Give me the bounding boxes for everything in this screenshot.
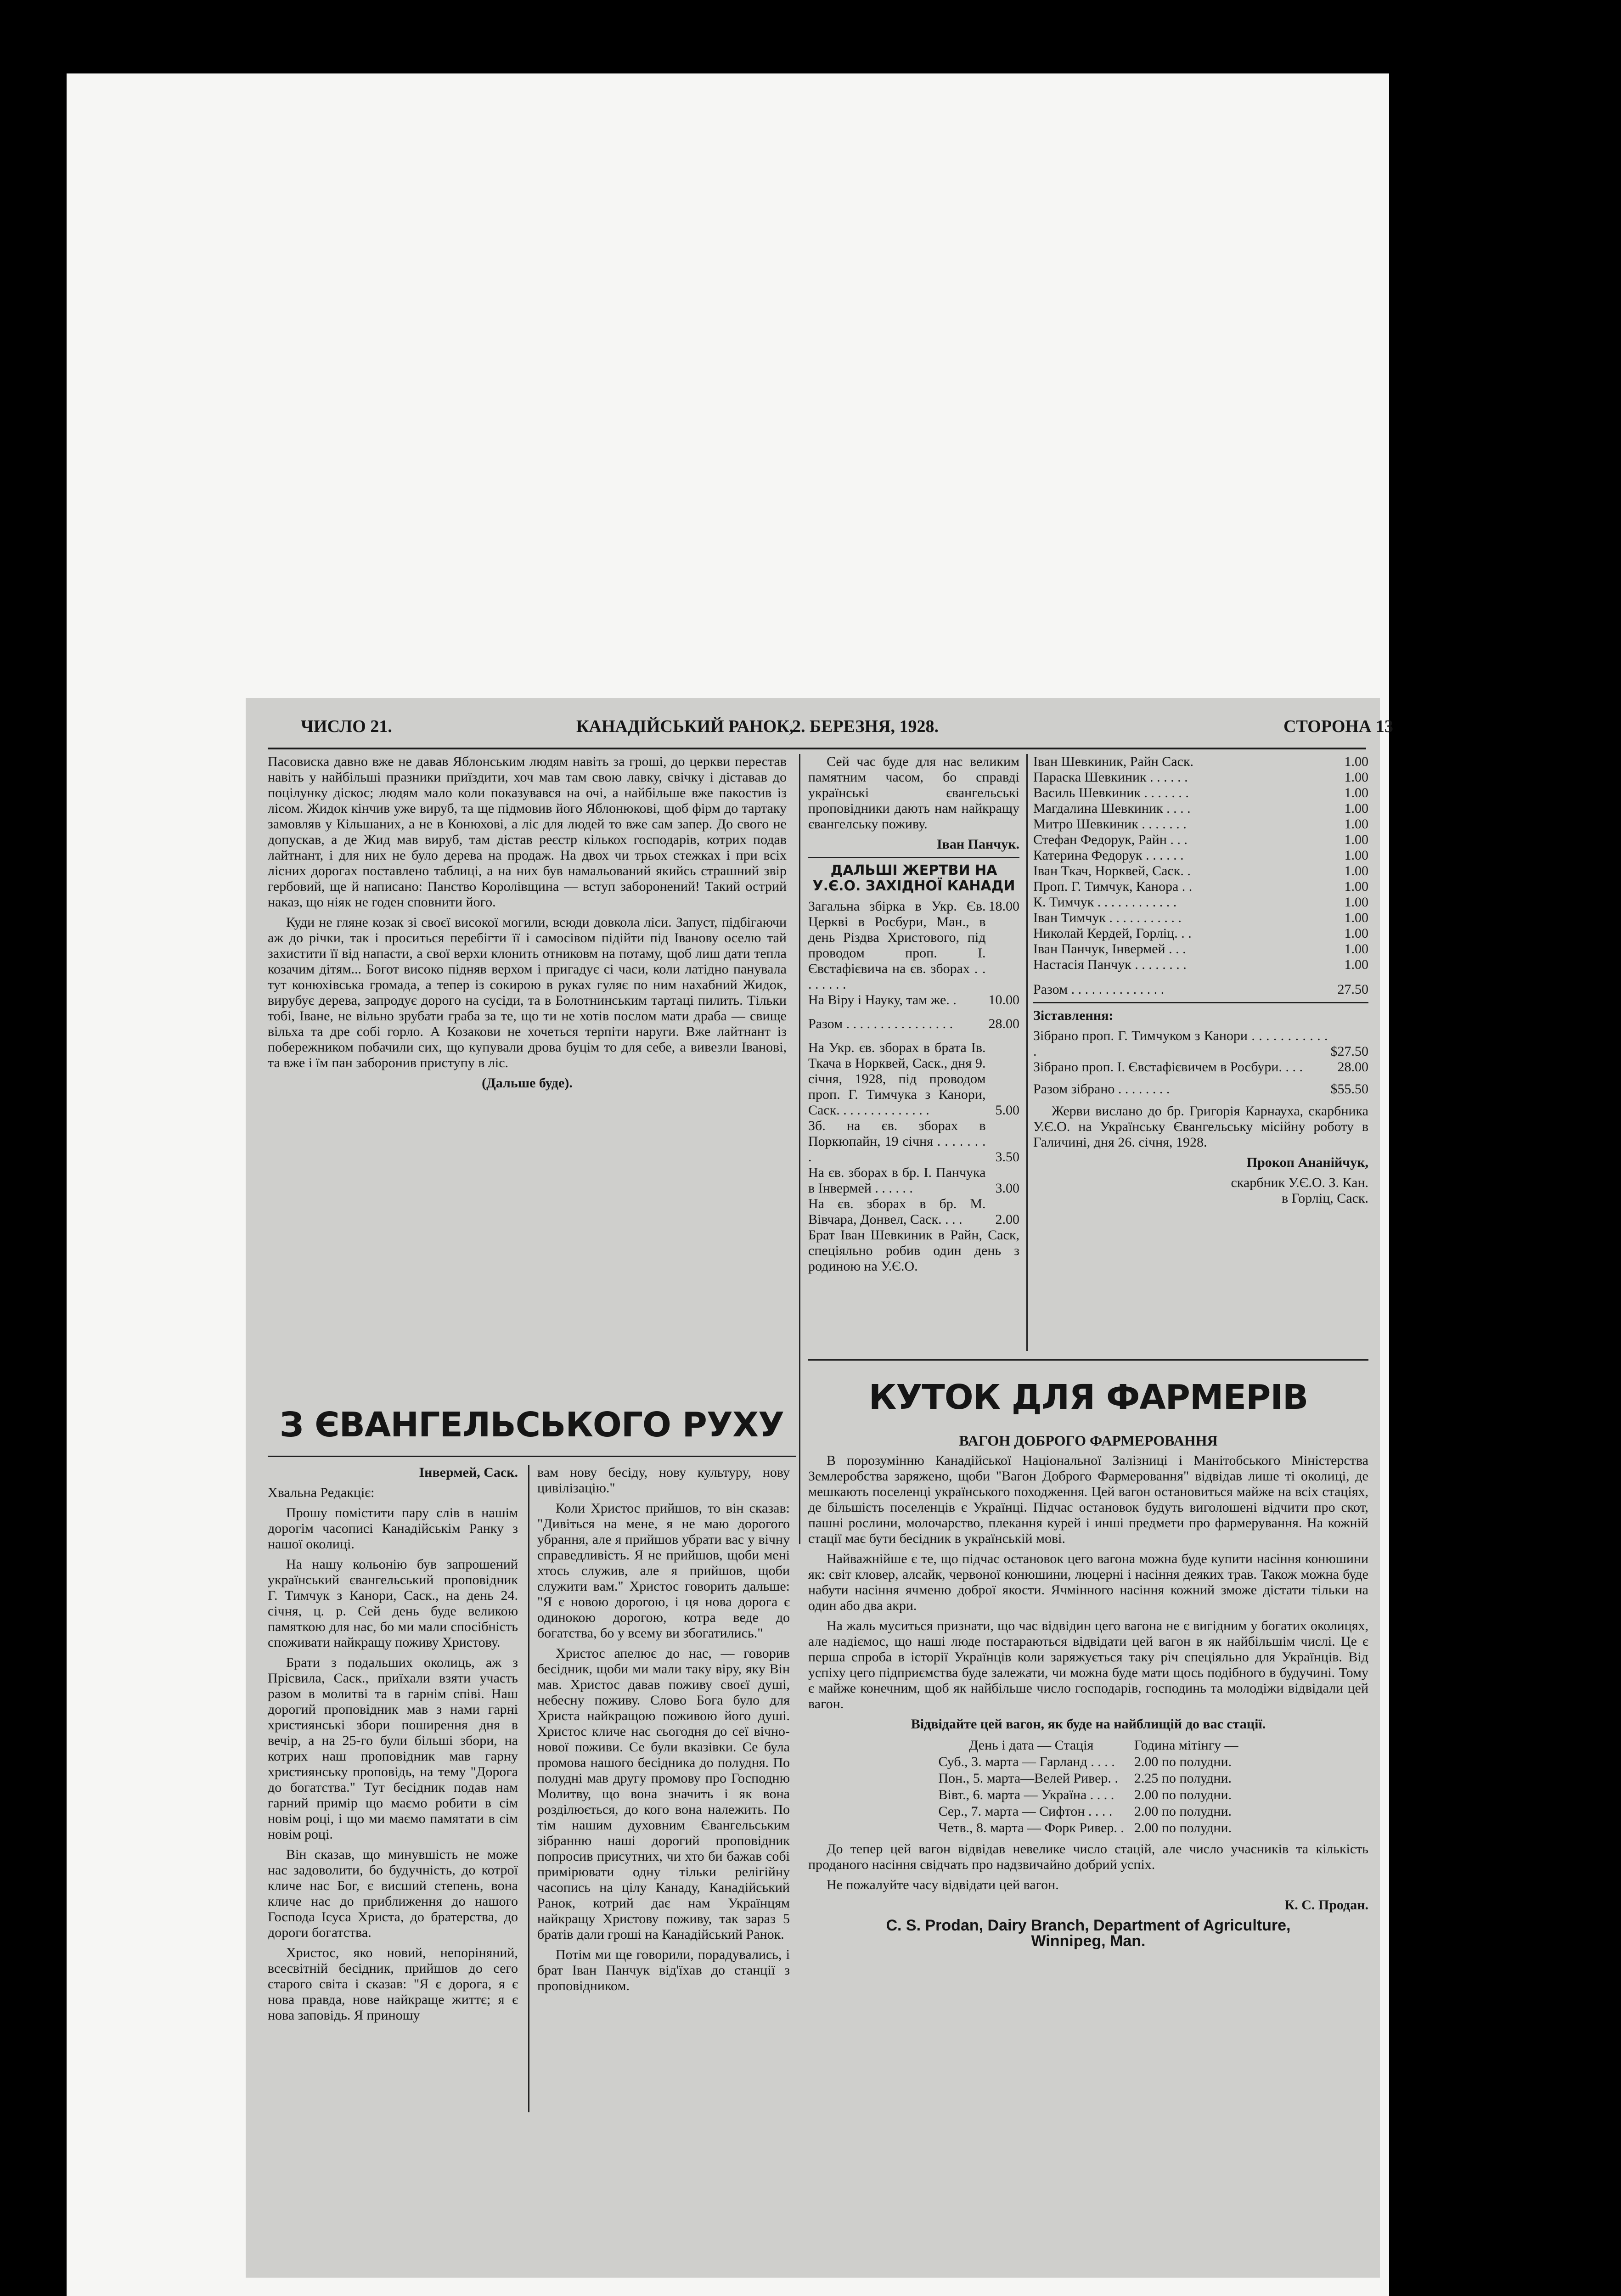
evangel-paragraph: Христос, яко новий, непоріняний, всесвітній бесідник, прийшов до сего старого світа і сказав: "Я є дорога, я є нова правда, нове найкраще життє; я є нова заповідь. Я приношу	[268, 1945, 518, 2023]
evangel-paragraph: Прошу помістити пару слів в нашім дорогім часописі Канадійськім Ранку з нашої околиці.	[268, 1505, 518, 1552]
issue-date: 2. БЕРЕЗНЯ, 1928.	[792, 717, 939, 736]
list-item: На єв. зборах в бр. М. Вівчара, Донвел, Саск. . . . 2.00	[808, 1196, 1019, 1227]
list-item: Іван Шевкиник, Райн Саск. 1.00	[1033, 754, 1368, 769]
farmers-subtitle: ВАГОН ДОБРОГО ФАРМЕРОВАННЯ	[959, 1432, 1218, 1449]
treasurer-place: в Горліц, Саск.	[1281, 1191, 1368, 1206]
list-item: Загальна збірка в Укр. Єв. Церкві в Росбури, Ман., в день Різдва Христового, під проводом проп. І. Євстафієвича на єв. зборах . . . . . . . . 18.00	[808, 899, 1019, 992]
section-rule	[808, 1359, 1368, 1361]
evangel-column-2	[537, 1465, 790, 1998]
donation-note: Жерви вислано до бр. Григорія Карнауха, скарбника У.Є.О. на Українську Євангельську місійну роботу в Галичині, дня 26. січня, 1928.	[1033, 1103, 1368, 1150]
evangel-paragraph: Він сказав, що минувшість не може нас задоволити, бо будучність, до котрої кличе нас Бог, є висший степень, вона кличе нас до приближення до нашого Господа Ісуса Христа, до братерства, до дороги богатства.	[268, 1847, 518, 1940]
donor-column	[1033, 754, 1368, 1211]
farmers-signature: К. С. Продан.	[1284, 1897, 1368, 1913]
farmers-closing: Не пожалуйте часу відвідати цей вагон.	[827, 1877, 1059, 1892]
evangel-paragraph: Христос апелює до нас, — говорив бесідник, щоби ми мали таку віру, яку Він мав. Христос давав поживу своєї душі, небесну поживу. Слово Бога було для Христа найкращою поживою його душі. Христос кличе нас сьогодня до сеї вічно-нової поживи. Се були вказівки. Се була промова нашого бесідника до полудня. По полудні мав другу промову про Господню Молитву, що вона значить і як вона розділюється, до кого вона належить. По тім нашим духовним Євангельським зібранню наші дорогий проповідник попросив присутних, чи хто би бажав собі примірювати одну тільки релігійну часопись на цілу Канаду, Канадійський Ранок, котрий дає нам Українцям найкращу Христову поживу, так зараз 5 братів дали гроші на Канадійський Ранок.	[537, 1646, 790, 1942]
list-item: На Укр. єв. зборах в брата Ів. Ткача в Норквей, Саск., дня 9. січня, 1928, під проводом проп. Г. Тимчука з Канори, Саск. . . . . . . . . . . . . . 5.00	[808, 1040, 1019, 1118]
list-item: Параска Шевкиник . . . . . . 1.00	[1033, 770, 1368, 785]
subtotal-row: Разом . . . . . . . . . . . . . . . . 28.00	[808, 1016, 1019, 1031]
list-item: Николай Кердей, Горліц. . . 1.00	[1033, 926, 1368, 941]
middle-intro: Сей час буде для нас великим памятним часом, бо справді українські євангельські проповідники дають нам найкращу євангелську поживу.	[808, 754, 1019, 832]
treasurer-role: скарбник У.Є.О. З. Кан.	[1231, 1175, 1368, 1190]
total-row: Разом . . . . . . . . . . . . . . 27.50	[1033, 982, 1368, 997]
newspaper-page	[246, 698, 1393, 2278]
donations-column	[808, 754, 1019, 1274]
list-item: Катерина Федорук . . . . . . 1.00	[1033, 848, 1368, 863]
schedule-header: День і дата — Стація	[968, 1738, 1094, 1753]
evangel-title: З ЄВАНГЕЛЬСЬКОГО РУХУ	[279, 1405, 784, 1445]
story-paragraph: Пасовиска давно вже не давав Яблонським людям навіть за гроші, до церкви перестав навіть у найбільші празники приїздити, хоч мав там свою лавку, свічку і діставав до поцілунку діскос; людям мало коли показувався на очі, а найбільше вже пакостив із лісом. Жидок кінчив уже вируб, та ще підмовив його Яблонюкові, щоб фірм до тартаку замовляв у Кільшаних, а не в Конюхові, а ліс для людей то вже сам запер. До свого не допускав, а де Жид мав вируб, там дістав реєстр кількох господарів, котрих подав лайтнант, і для них не було дерева на продаж. На двох чи трьох стежках і при всіх лісних дорогах поставлено таблиці, а на них був намальований якийсь страшний звір гербовий, ще й написано: Панство Королівщина — вступ заборонений! Такий острий наказ, що ніяк не годен сповнити його.	[268, 754, 787, 910]
list-item: Митро Шевкиник . . . . . . . 1.00	[1033, 816, 1368, 832]
list-item: Настасія Панчук . . . . . . . . 1.00	[1033, 957, 1368, 972]
column-divider	[1026, 754, 1028, 1351]
list-item: Іван Панчук, Інвермей . . . 1.00	[1033, 941, 1368, 957]
list-item: Іван Ткач, Норквей, Саск. . 1.00	[1033, 863, 1368, 878]
author-affiliation: C. S. Prodan, Dairy Branch, Department of Agriculture,	[886, 1917, 1291, 1934]
author-city: Winnipeg, Man.	[1031, 1932, 1146, 1950]
issue-number: ЧИСЛО 21.	[301, 717, 392, 736]
table-row: Пон., 5. марта—Велей Ривер. . 2.25 по полудни.	[938, 1771, 1232, 1786]
list-item: Проп. Г. Тимчук, Канора . . 1.00	[1033, 879, 1368, 894]
story-continued: (Дальше буде).	[482, 1075, 573, 1091]
schedule-header: Година мітінгу —	[1134, 1738, 1238, 1753]
farmers-paragraph: На жаль муситься признати, що час відвідин цего вагона не є вигідним у богатих околицях, але надіємос, що наші люде постараються відвідати цей вагон в як найбільшім числі. Це є перша спроба в історії Українців коли заряжується таку річ спеціяльно для Українців. Від успіху цего підприємства буде залежати, чи можна буде мати щось подібного в будучині. Тому є майже конечним, щоб як найбільше число господарів, господинь та молодіжи відвідали цей вагон.	[808, 1618, 1368, 1711]
evangel-paragraph: вам нову бесіду, нову культуру, нову цивілізацію."	[537, 1465, 790, 1496]
farmers-title: КУТОК ДЛЯ ФАРМЕРІВ	[868, 1378, 1308, 1417]
list-item: Зібрано проп. І. Євстафієвичем в Росбури. . . . 28.00	[1033, 1059, 1368, 1075]
list-item: На єв. зборах в бр. І. Панчука в Інвермей . . . . . . 3.00	[808, 1165, 1019, 1196]
paper-name: КАНАДІЙСЬКИЙ РАНОК,	[576, 717, 794, 736]
evangel-column-1	[268, 1465, 518, 2028]
list-item: На Віру і Науку, там же. . 10.00	[808, 992, 1019, 1007]
letter-place: Інвермей, Саск.	[419, 1465, 518, 1480]
visit-line: Відвідайте цей вагон, як буде на найблищій до вас стації.	[911, 1716, 1266, 1732]
list-item: Іван Тимчук . . . . . . . . . . . 1.00	[1033, 910, 1368, 925]
section-rule	[808, 857, 1019, 858]
list-item: Василь Шевкиник . . . . . . . 1.00	[1033, 785, 1368, 800]
table-row: Суб., 3. марта — Гарланд . . . . 2.00 по полудни.	[938, 1754, 1232, 1769]
summary-list	[1033, 1028, 1368, 1097]
list-item: Брат Іван Шевкиник в Райн, Саск, спеціяльно робив один день з родиною на У.Є.О.	[808, 1227, 1019, 1274]
list-item: Магдалина Шевкиник . . . . 1.00	[1033, 801, 1368, 816]
table-row: Вівт., 6. марта — Україна . . . . 2.00 по полудни.	[938, 1787, 1232, 1802]
serial-story	[268, 754, 787, 1096]
treasurer-name: Прокоп Ананійчук,	[1246, 1155, 1368, 1170]
column-divider	[528, 1465, 529, 2112]
farmers-paragraph: В порозумінню Канадійської Національної Залізниці і Манітобського Міністерства Землеробства заряжено, щоби "Вагон Доброго Фармеровання" відвідав лише ті околиці, де мешкають поселенці українського походження. Цей вагон остановиться майже на всіх стаціях, де більшість поселенців є Українці. Підчас остановок будуть виголошені відчити про скот, пашні рослини, молочарство, плекання курей і инші предмети про фармерування. На кожній стації має бути бесідник в українській мові.	[808, 1453, 1368, 1546]
list-item: Зібрано проп. Г. Тимчуком з Канори . . . . . . . . . . . . $27.50	[1033, 1028, 1368, 1059]
list-item: Зб. на єв. зборах в Поркюпайн, 19 січня . . . . . . . . 3.50	[808, 1118, 1019, 1165]
table-row: Четв., 8. марта — Форк Ривер. . 2.00 по полудни.	[938, 1820, 1232, 1835]
column-divider	[799, 754, 800, 1544]
list-item: К. Тимчук . . . . . . . . . . . . 1.00	[1033, 895, 1368, 910]
letter-greeting: Хвальна Редакціє:	[268, 1485, 375, 1500]
grand-total-row: Разом зібрано . . . . . . . . $55.50	[1033, 1081, 1368, 1097]
header-rule	[268, 748, 1366, 749]
story-paragraph: Куди не гляне козак зі своєї високої могили, всюди довкола ліси. Запуст, підбігаючи аж до річки, так і проситься перебігти її і самосівом підійти під Іванову оселю тай захистити її від напасти, а свої верхи клонить отниковм на потаму, щоб лиш дати тепла козачим дітям... Богот високо підняв верхом і пригадує сі часи, коли латідно панувала тут конюхівська громада, а тепер із сокирою в руках гуляє по ним нахабний Жидок, вирубує дерева, запродує дорого на сусіди, та в Болотнинським тартаці пилить. Тільки тобі, Іване, не вільно зрубати граба за те, що ти не хотів послом мати драба — свище вільха та дре собі горло. А Козакови не хочеться терпіти наруги. Вже лайтнант із побережником побачили сих, що купували дрова буцім то для себе, а вивезли Іванові, та вже і їм пан заборонив приступу в ліс.	[268, 915, 787, 1070]
evangel-paragraph: Брати з подальших околиць, аж з Прісвила, Саск., приїхали взяти участь разом в молитві та в гарнім співі. Наш дорогий проповідник мав з нами гарні християнські збори поширення дня в вечір, а на 25-го були більші збори, на котрих наш проповідник мав гарну християнську проповідь, на тему "Дорога до богатства." Тут бесідник подав нам гарний примір що маємо робити в сім новім році, і що ми маємо памятати в сім новім році.	[268, 1655, 518, 1842]
evangel-paragraph: Потім ми ще говорили, порадувались, і брат Іван Панчук від'їхав до станції з проповідником.	[537, 1947, 790, 1993]
evangel-paragraph: Коли Христос прийшов, то він сказав: "Дивіться на мене, я не маю дорогого убрання, але я прийшов убрати вас у вічну справедливість. Я не прийшов, щоби мені хтось служив, але я прийшов, щоби служити вам." Христос говорить дальше: "Я є новою дорогою, і ця нова дорога є одинокою дорогою, котра веде до богатства, бо у всему ви збогатились."	[537, 1501, 790, 1641]
page-header	[246, 716, 1393, 748]
donations-title: ДАЛЬШІ ЖЕРТВИ НА У.Є.О. ЗАХІДНОЇ КАНАДИ	[812, 862, 1015, 894]
section-rule	[268, 1456, 796, 1457]
donations-list	[808, 899, 1019, 1274]
schedule-table	[933, 1737, 1244, 1837]
evangel-paragraph: На нашу кольонію був запрошений український євангельський проповідник Г. Тимчук з Канори, Саск., на день 24. січня, ц. р. Сей день буде великою памяткою для нас, бо ми мали спосібність споживати найкращу поживу Христову.	[268, 1557, 518, 1650]
farmers-paragraph: Найважнійше є те, що підчас остановок цего вагона можна буде купити насіння конюшини як: світ кловер, алсайк, червоної конюшини, люцерні і насіння деяких трав. Також можна буде набути насіння ячменю доброї якости. Ячмінного насіння кожний зможе дістати тільки на один або два акри.	[808, 1551, 1368, 1613]
table-row: Сер., 7. марта — Сифтон . . . . 2.00 по полудни.	[938, 1804, 1232, 1819]
middle-signature: Іван Панчук.	[937, 837, 1019, 852]
list-item: Стефан Федорук, Райн . . . 1.00	[1033, 832, 1368, 847]
donor-list	[1033, 754, 1368, 997]
section-rule	[1033, 1002, 1368, 1003]
farmers-paragraph: До тепер цей вагон відвідав невелике число стацій, але число учасників та кількість проданого насіння свідчать про надзвичайно добрий успіх.	[808, 1841, 1368, 1872]
summary-title: Зіставлення:	[1033, 1008, 1114, 1023]
farmers-article	[808, 1433, 1368, 1949]
page-number: СТОРОНА 13	[1283, 717, 1393, 736]
